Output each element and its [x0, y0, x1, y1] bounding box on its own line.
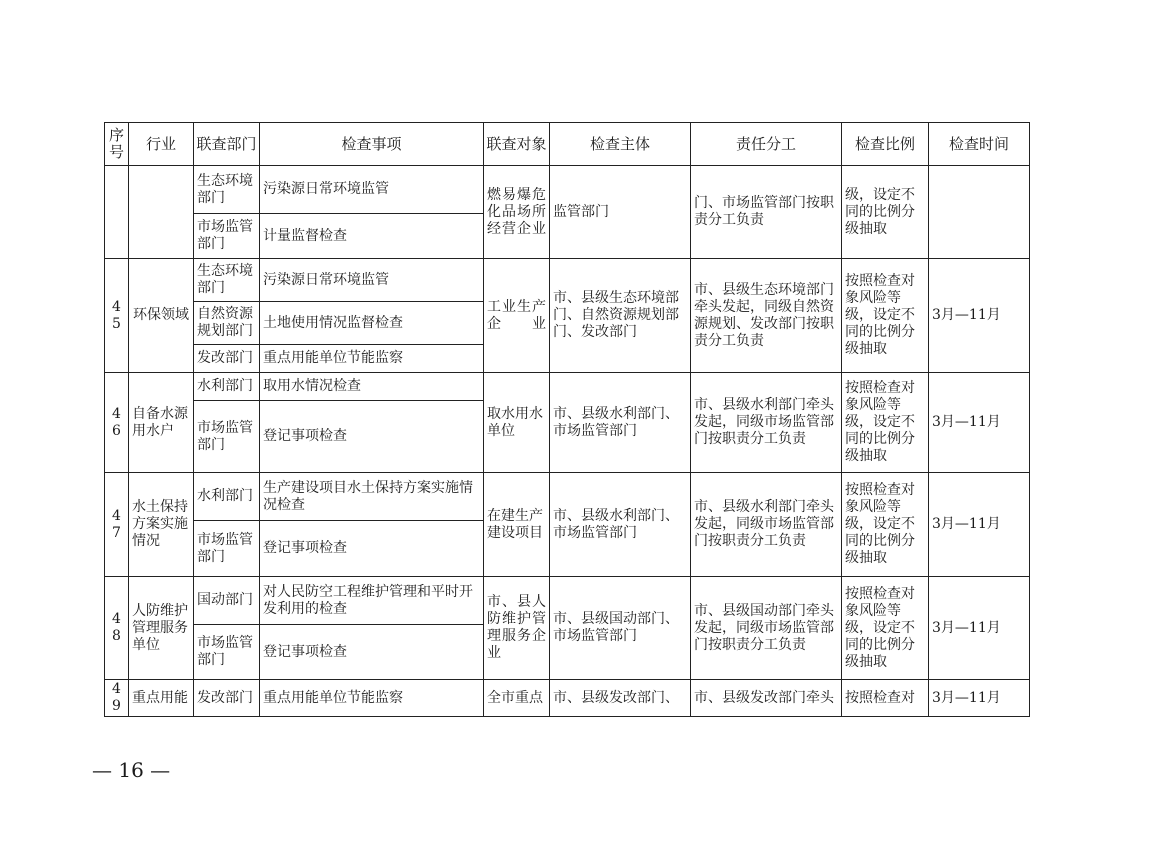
industry-cell: 环保领域	[129, 259, 194, 373]
header-responsibility: 责任分工	[691, 123, 842, 166]
cont-industry-cell	[129, 166, 194, 259]
industry-cell: 重点用能	[129, 680, 194, 717]
item-cell: 重点用能单位节能监察	[260, 680, 484, 717]
dept-cell: 发改部门	[194, 345, 260, 373]
cont-seq-cell	[105, 166, 129, 259]
seq-cell: 49	[105, 680, 129, 717]
target-cell: 工业生产企业	[484, 259, 550, 373]
industry-cell: 水土保持方案实施情况	[129, 473, 194, 577]
ratio-cell: 按照检查对象风险等级，设定不同的比例分级抽取	[842, 259, 929, 373]
header-joint-target: 联查对象	[484, 123, 550, 166]
item-cell: 土地使用情况监督检查	[260, 302, 484, 345]
ratio-cell: 按照检查对象风险等级，设定不同的比例分级抽取	[842, 473, 929, 577]
seq-cell: 47	[105, 473, 129, 577]
dept-cell: 市场监管部门	[194, 401, 260, 473]
header-check-subject: 检查主体	[550, 123, 691, 166]
item-cell: 计量监督检查	[260, 214, 484, 259]
ratio-cell: 按照检查对象风险等级，设定不同的比例分级抽取	[842, 373, 929, 473]
responsibility-cell: 门、市场监管部门按职责分工负责	[691, 166, 842, 259]
table-row	[105, 373, 1030, 401]
responsibility-cell: 市、县级发改部门牵头	[691, 680, 842, 717]
time-cell	[929, 166, 1030, 259]
time-cell: 3月—11月	[929, 259, 1030, 373]
industry-cell: 自备水源用水户	[129, 373, 194, 473]
dept-cell: 水利部门	[194, 373, 260, 401]
subject-cell: 市、县级水利部门、市场监管部门	[550, 473, 691, 577]
header-check-time: 检查时间	[929, 123, 1030, 166]
responsibility-cell: 市、县级水利部门牵头发起，同级市场监管部门按职责分工负责	[691, 373, 842, 473]
target-cell: 取水用水单位	[484, 373, 550, 473]
subject-cell: 市、县级国动部门、市场监管部门	[550, 577, 691, 680]
seq-cell: 46	[105, 373, 129, 473]
dept-cell: 市场监管部门	[194, 521, 260, 577]
subject-cell: 市、县级生态环境部门、自然资源规划部门、发改部门	[550, 259, 691, 373]
dept-cell: 市场监管部门	[194, 214, 260, 259]
responsibility-cell: 市、县级生态环境部门牵头发起，同级自然资源规划、发改部门按职责分工负责	[691, 259, 842, 373]
time-cell: 3月—11月	[929, 680, 1030, 717]
dept-cell: 市场监管部门	[194, 625, 260, 680]
industry-cell: 人防维护管理服务单位	[129, 577, 194, 680]
responsibility-cell: 市、县级国动部门牵头发起，同级市场监管部门按职责分工负责	[691, 577, 842, 680]
dept-cell: 水利部门	[194, 473, 260, 521]
responsibility-cell: 市、县级水利部门牵头发起，同级市场监管部门按职责分工负责	[691, 473, 842, 577]
item-cell: 污染源日常环境监管	[260, 166, 484, 214]
header-check-ratio: 检查比例	[842, 123, 929, 166]
table-row	[105, 577, 1030, 625]
time-cell: 3月—11月	[929, 473, 1030, 577]
target-cell: 全市重点	[484, 680, 550, 717]
header-industry: 行业	[129, 123, 194, 166]
item-cell: 登记事项检查	[260, 521, 484, 577]
inspection-table	[104, 122, 1030, 717]
dept-cell: 发改部门	[194, 680, 260, 717]
item-cell: 登记事项检查	[260, 401, 484, 473]
seq-cell: 48	[105, 577, 129, 680]
ratio-cell: 按照检查对	[842, 680, 929, 717]
dept-cell: 国动部门	[194, 577, 260, 625]
header-check-item: 检查事项	[260, 123, 484, 166]
target-cell: 在建生产建设项目	[484, 473, 550, 577]
header-seq: 序号	[105, 123, 129, 166]
item-cell: 重点用能单位节能监察	[260, 345, 484, 373]
subject-cell: 监管部门	[550, 166, 691, 259]
ratio-cell: 级，设定不同的比例分级抽取	[842, 166, 929, 259]
table-row	[105, 473, 1030, 521]
dept-cell: 自然资源规划部门	[194, 302, 260, 345]
item-cell: 生产建设项目水土保持方案实施情况检查	[260, 473, 484, 521]
seq-cell: 45	[105, 259, 129, 373]
target-cell: 燃易爆危化品场所经营企业	[484, 166, 550, 259]
dept-cell: 生态环境部门	[194, 259, 260, 302]
ratio-cell: 按照检查对象风险等级，设定不同的比例分级抽取	[842, 577, 929, 680]
header-joint-dept: 联查部门	[194, 123, 260, 166]
subject-cell: 市、县级水利部门、市场监管部门	[550, 373, 691, 473]
target-cell: 市、县人防维护管理服务企业	[484, 577, 550, 680]
table-row	[105, 680, 1030, 717]
table-row	[105, 166, 1030, 214]
header-row	[105, 123, 1030, 166]
item-cell: 污染源日常环境监管	[260, 259, 484, 302]
time-cell: 3月—11月	[929, 577, 1030, 680]
item-cell: 取用水情况检查	[260, 373, 484, 401]
table-row	[105, 259, 1030, 302]
dept-cell: 生态环境部门	[194, 166, 260, 214]
subject-cell: 市、县级发改部门、	[550, 680, 691, 717]
time-cell: 3月—11月	[929, 373, 1030, 473]
page-number: — 16 —	[92, 758, 171, 782]
item-cell: 登记事项检查	[260, 625, 484, 680]
item-cell: 对人民防空工程维护管理和平时开发利用的检查	[260, 577, 484, 625]
